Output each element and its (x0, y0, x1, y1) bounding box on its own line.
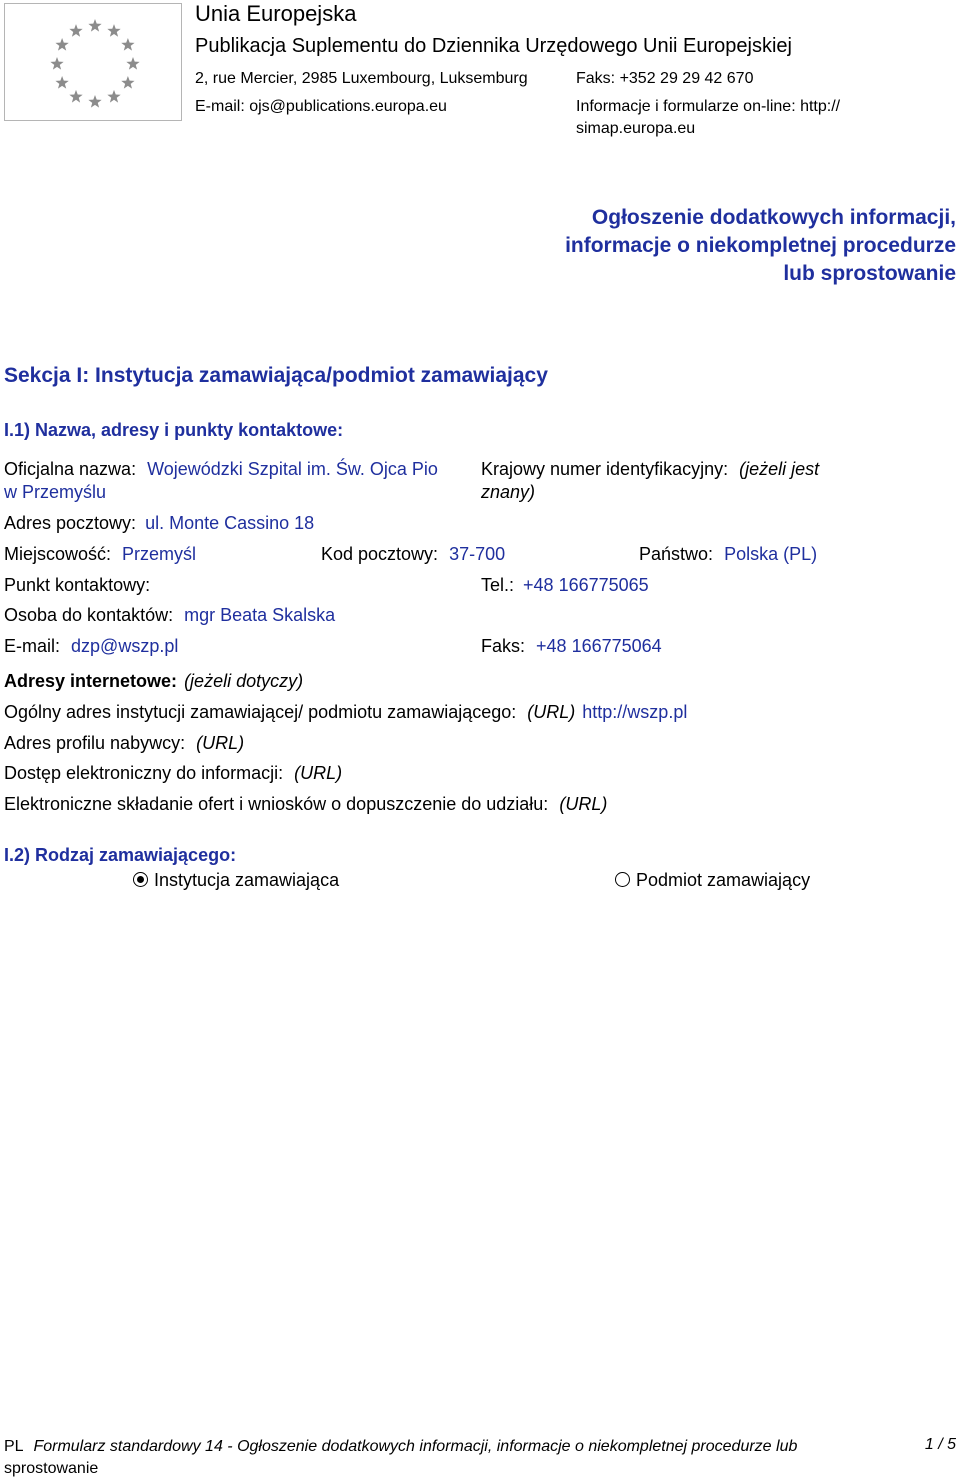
city-value: Przemyśl (122, 544, 197, 564)
official-name-label: Oficjalna nazwa: (4, 459, 137, 479)
footer-page-number: 1 / 5 (924, 1436, 956, 1453)
header-online-line1: Informacje i formularze on-line: http:// (576, 98, 841, 115)
star-icon (69, 90, 82, 103)
official-name-row (4, 459, 438, 480)
star-icon (126, 57, 139, 70)
country-row (639, 544, 817, 565)
official-name-value-line2: w Przemyślu (4, 482, 107, 502)
national-id-row (481, 459, 819, 480)
email-row (4, 636, 178, 657)
footer-form-text: Formularz standardowy 14 - Ogłoszenie dodatkowych informacji, informacje o niekompletnej procedurze lub (33, 1438, 798, 1455)
internet-addresses-note: (jeżeli dotyczy) (184, 671, 304, 691)
e-submission-url-tag: (URL) (559, 794, 608, 814)
postal-address-value: ul. Monte Cassino 18 (145, 513, 315, 533)
eu-stars-logo (4, 3, 182, 121)
internet-addresses-row (4, 671, 303, 692)
eu-stars-icon (5, 4, 181, 120)
fax-label: Faks: (481, 636, 526, 656)
internet-addresses-label: Adresy internetowe: (4, 671, 178, 691)
general-url-label: Ogólny adres instytucji zamawiającej/ podmiotu zamawiającego: (4, 702, 517, 722)
contact-person-value: mgr Beata Skalska (184, 605, 336, 625)
subsection-1-1-title: I.1) Nazwa, adresy i punkty kontaktowe: (4, 420, 344, 440)
star-icon (55, 38, 68, 51)
radio-empty-icon[interactable] (615, 872, 630, 887)
star-icon (107, 24, 120, 37)
buyer-profile-label: Adres profilu nabywcy: (4, 733, 186, 753)
e-submission-label: Elektroniczne składanie ofert i wniosków o dopuszczenie do udziału: (4, 794, 549, 814)
email-label: E-mail: (4, 636, 61, 656)
general-url-tag: (URL) (527, 702, 576, 722)
postcode-row (321, 544, 505, 565)
city-row (4, 544, 196, 565)
star-icon (121, 38, 134, 51)
national-id-note: (jeżeli jest (739, 459, 820, 479)
tel-value: +48 166775065 (523, 575, 649, 595)
postcode-value: 37-700 (449, 544, 506, 564)
buyer-profile-row (4, 733, 244, 754)
radio-selected-icon[interactable] (133, 872, 148, 887)
section-title: Sekcja I: Instytucja zamawiająca/podmiot zamawiający (4, 364, 548, 387)
postal-address-label: Adres pocztowy: (4, 513, 137, 533)
general-url-value[interactable]: http://wszp.pl (582, 702, 688, 722)
subsection-1-2-title: I.2) Rodzaj zamawiającego: (4, 845, 237, 865)
tel-row (481, 575, 649, 596)
buyer-profile-url-tag: (URL) (196, 733, 245, 753)
footer-language: PL (4, 1438, 23, 1455)
postal-address-row (4, 513, 314, 534)
e-access-row (4, 763, 342, 784)
e-access-url-tag: (URL) (294, 763, 343, 783)
header-email: E-mail: ojs@publications.europa.eu (195, 98, 447, 115)
e-submission-row (4, 794, 607, 815)
option-contracting-authority-label: Instytucja zamawiająca (154, 870, 340, 890)
general-url-row (4, 702, 687, 723)
header-online-line2: simap.europa.eu (576, 120, 696, 137)
postcode-label: Kod pocztowy: (321, 544, 439, 564)
e-access-label: Dostęp elektroniczny do informacji: (4, 763, 284, 783)
star-icon (121, 76, 134, 89)
notice-title: Ogłoszenie dodatkowych informacji, informacje o niekompletnej procedurze lub sprostowanie (565, 206, 956, 285)
fax-row (481, 636, 662, 657)
city-label: Miejscowość: (4, 544, 112, 564)
star-icon (50, 57, 63, 70)
header-org: Unia Europejska (195, 1, 357, 26)
contact-point-label: Punkt kontaktowy: (4, 575, 151, 595)
country-label: Państwo: (639, 544, 714, 564)
footer-form-text-line2: sprostowanie (4, 1460, 99, 1477)
star-icon (88, 95, 101, 108)
fax-value: +48 166775064 (536, 636, 662, 656)
email-value[interactable]: dzp@wszp.pl (71, 636, 179, 656)
tel-label: Tel.: (481, 575, 515, 595)
option-contracting-entity[interactable] (615, 870, 810, 891)
official-name-value: Wojewódzki Szpital im. Św. Ojca Pio (147, 459, 438, 479)
page-footer (4, 1436, 864, 1480)
star-icon (55, 76, 68, 89)
country-value: Polska (PL) (724, 544, 818, 564)
national-id-label: Krajowy numer identyfikacyjny: (481, 459, 729, 479)
header-publication: Publikacja Suplementu do Dziennika Urzędowego Unii Europejskiej (195, 35, 792, 57)
star-icon (107, 90, 120, 103)
star-icon (69, 24, 82, 37)
national-id-note-line2: znany) (481, 482, 536, 502)
star-icon (88, 19, 101, 32)
contact-person-label: Osoba do kontaktów: (4, 605, 174, 625)
contact-person-row (4, 605, 335, 626)
header-fax: Faks: +352 29 29 42 670 (576, 70, 754, 87)
option-contracting-authority[interactable] (133, 870, 339, 891)
header-address: 2, rue Mercier, 2985 Luxembourg, Luksemburg (195, 70, 528, 87)
option-contracting-entity-label: Podmiot zamawiający (636, 870, 811, 890)
